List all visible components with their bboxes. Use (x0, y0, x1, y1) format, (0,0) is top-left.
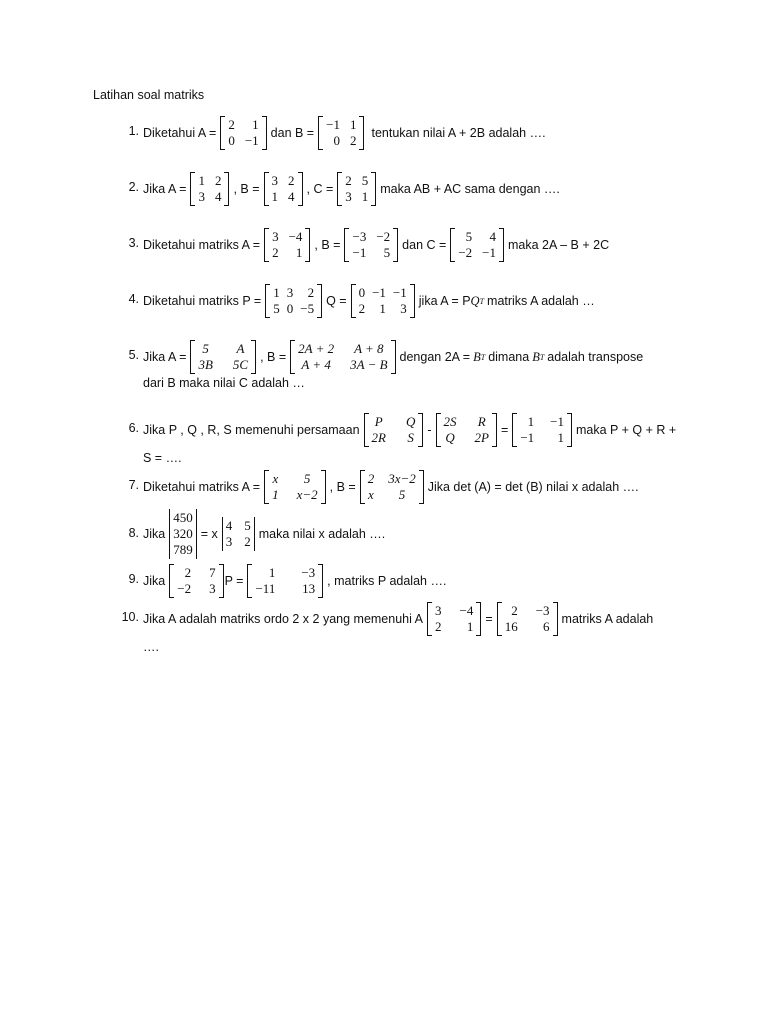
matrix-entry: A + 4 (301, 357, 331, 372)
question-text: Diketahui matriks A = (143, 238, 261, 252)
matrix-entry: 3x−2 (388, 471, 416, 486)
matrix-right (247, 564, 323, 598)
matrix-grid (269, 470, 321, 504)
matrix-entry: 2 (179, 526, 187, 541)
matrix-entry: B (473, 349, 481, 364)
matrix-entry: Q (445, 430, 455, 445)
matrix-entry: 2 (228, 117, 235, 132)
question-number: 5. (128, 348, 139, 362)
matrix-bracket (317, 284, 322, 318)
question-text: maka P + Q + R + (576, 423, 677, 437)
matrix-q (351, 284, 415, 318)
matrix-entry: 4 (173, 510, 180, 525)
matrix-result (512, 413, 572, 447)
matrix-a (264, 228, 310, 262)
question-line (140, 172, 563, 206)
matrix-entry: 2 (358, 301, 366, 316)
question-number: 1. (128, 124, 139, 138)
question-text: Diketahui matriks A = (143, 480, 261, 494)
matrix-entry: 1 (198, 173, 205, 188)
matrix-entry: −1 (520, 430, 535, 445)
matrix-entry: −3 (535, 603, 550, 618)
matrix-grid (517, 413, 567, 447)
question-text: = (485, 612, 493, 626)
matrix-grid (252, 564, 318, 598)
matrix-entry: 5 (273, 301, 280, 316)
matrix-b (264, 172, 303, 206)
matrix-bracket (553, 602, 558, 636)
question-text: , B = (233, 182, 260, 196)
matrix-entry: 2 (511, 603, 518, 618)
matrix-entry: 5 (179, 510, 187, 525)
matrix-entry: −2 (177, 581, 192, 596)
matrix-bracket (219, 564, 224, 598)
matrix-entry: 3 (271, 173, 278, 188)
matrix-grid (365, 470, 419, 504)
matrix-entry: 5 (465, 229, 473, 244)
matrix-entry: 3A − B (350, 357, 388, 372)
matrix-entry: 1 (295, 245, 303, 260)
question-text: maka 2A – B + 2C (508, 238, 610, 252)
matrix-b (318, 116, 364, 150)
matrix-entry: 2 (272, 245, 279, 260)
matrix-a (264, 470, 326, 504)
matrix-entry: 3 (272, 229, 279, 244)
matrix-entry: 4 (288, 189, 295, 204)
matrix-bracket (410, 284, 415, 318)
matrix-entry: 1 (361, 189, 369, 204)
matrix-grid (223, 517, 254, 551)
question-line (140, 116, 549, 150)
matrix-entry: x−2 (296, 487, 318, 502)
question-text: dan B = (270, 126, 315, 140)
matrix-entry: −1 (482, 245, 496, 260)
matrix-entry: 0 (186, 510, 193, 525)
matrix-entry: 3 (286, 285, 294, 300)
matrix-c (450, 228, 504, 262)
question-text: , matriks P adalah …. (327, 574, 447, 588)
question-line (140, 413, 679, 447)
question-text: matriks A adalah (561, 612, 654, 626)
question-line (140, 376, 308, 390)
question-number: 2. (128, 180, 139, 194)
matrix-entry: 7 (173, 542, 180, 557)
matrix-entry: 1 (271, 189, 278, 204)
question-text: Jika P , Q , R, S memenuhi persamaan (143, 423, 360, 437)
matrix-entry: 8 (179, 542, 187, 557)
question-text: dari B maka nilai C adalah … (143, 376, 305, 390)
question-line (140, 451, 185, 465)
matrix-entry: A (236, 341, 245, 356)
question-text: , B = (314, 238, 341, 252)
matrix-b (290, 340, 395, 374)
matrix-entry: −5 (300, 301, 315, 316)
matrix-bracket (371, 172, 376, 206)
matrix-c (337, 172, 376, 206)
question-text: …. (143, 640, 159, 654)
matrix-grid (342, 172, 371, 206)
matrix-entry: 1 (527, 414, 535, 429)
matrix-entry: 1 (349, 117, 357, 132)
determinant-2x2 (222, 517, 255, 551)
matrix-entry: S (407, 430, 414, 445)
matrix-entry: 3 (400, 301, 407, 316)
question-text: maka AB + AC sama dengan …. (380, 182, 560, 196)
matrix-a (220, 116, 266, 150)
matrix-entry: 2 (184, 565, 192, 580)
matrix-bracket (224, 172, 229, 206)
matrix-entry: B (532, 349, 540, 364)
question-number: 8. (128, 526, 139, 540)
matrix-bracket (492, 413, 497, 447)
matrix-bracket (499, 228, 504, 262)
matrix-entry: −1 (244, 133, 259, 148)
matrix-entry: 1 (252, 117, 259, 132)
matrix-grid (441, 413, 492, 447)
matrix-entry: Q (405, 414, 416, 429)
matrix-bracket (305, 228, 310, 262)
page-title: Latihan soal matriks (93, 88, 205, 102)
matrix-right (497, 602, 558, 636)
question-text: dan C = (402, 238, 447, 252)
question-line (140, 640, 162, 654)
matrix-grid (269, 228, 305, 262)
matrix-grid (323, 116, 359, 150)
matrix-entry: −1 (550, 414, 564, 429)
matrix-entry: 0 (358, 285, 366, 300)
matrix-entry: 5 (202, 341, 209, 356)
question-line (140, 564, 449, 598)
matrix-entry: T (480, 352, 486, 362)
question-text: dimana (488, 350, 530, 364)
matrix-entry: 0 (333, 133, 340, 148)
question-number: 7. (128, 478, 139, 492)
matrix-entry: 1 (557, 430, 564, 445)
question-text: Jika A = (143, 182, 187, 196)
question-text: Diketahui matriks P = (143, 294, 262, 308)
matrix-entry: A + 8 (354, 341, 384, 356)
determinant-bar (254, 517, 255, 551)
matrix-entry: −4 (459, 603, 474, 618)
matrix-grid (455, 228, 499, 262)
question-text: Diketahui A = (143, 126, 217, 140)
question-number: 10. (121, 610, 139, 624)
question-line (140, 228, 612, 262)
matrix-entry: 6 (543, 619, 550, 634)
matrix-entry: 3 (198, 189, 205, 204)
question-text: matriks A adalah … (487, 294, 595, 308)
matrix-entry: 1 (273, 285, 280, 300)
matrix-bracket (359, 116, 364, 150)
matrix-entry: 4 (214, 189, 222, 204)
question-text: maka nilai x adalah …. (258, 527, 386, 541)
matrix-b (360, 470, 424, 504)
question-text: Jika A = (143, 350, 187, 364)
matrix-pqrs (364, 413, 424, 447)
question-text: Jika A adalah matriks ordo 2 x 2 yang memenuhi A (143, 612, 424, 626)
matrix-a (190, 172, 229, 206)
question-text: = (501, 423, 509, 437)
matrix-a (190, 340, 256, 374)
matrix-entry: 5 (398, 487, 406, 502)
matrix-entry: −1 (352, 245, 367, 260)
matrix-entry: 4 (225, 518, 233, 533)
question-text: Jika (143, 574, 166, 588)
matrix-bracket (567, 413, 572, 447)
matrix-bracket (476, 602, 481, 636)
matrix-entry: 5 (303, 471, 311, 486)
matrix-entry: 7 (209, 565, 216, 580)
matrix-entry: 2 (349, 133, 357, 148)
matrix-entry: T (479, 296, 485, 306)
matrix-entry: 2 (435, 619, 442, 634)
matrix-entry: R (477, 414, 486, 429)
question-line (140, 470, 642, 504)
question-line (140, 509, 388, 559)
matrix-entry: 2 (288, 173, 295, 188)
matrix-entry: 1 (272, 487, 279, 502)
matrix-entry: 1 (379, 301, 386, 316)
matrix-entry: 3 (435, 603, 442, 618)
question-text: = x (200, 527, 218, 541)
matrix-bracket (391, 340, 396, 374)
matrix-entry: Q (470, 293, 480, 308)
determinant-bar (196, 509, 197, 559)
matrix-entry: 3 (345, 189, 352, 204)
matrix-entry: 0 (228, 133, 235, 148)
matrix-grid (270, 284, 317, 318)
matrix-entry: −1 (392, 285, 407, 300)
question-text: , B = (329, 480, 356, 494)
matrix-entry: 2S (443, 414, 457, 429)
matrix-entry: 2 (367, 471, 375, 486)
question-text: S = …. (143, 451, 182, 465)
matrix-entry: −11 (255, 581, 276, 596)
matrix-grid (502, 602, 553, 636)
question-text: Jika det (A) = det (B) nilai x adalah …. (427, 480, 639, 494)
matrix-entry: 2A + 2 (298, 341, 335, 356)
matrix-grid (195, 172, 224, 206)
matrix-grid (432, 602, 476, 636)
matrix-entry: x (368, 487, 374, 502)
question-line (140, 602, 656, 636)
question-number: 4. (128, 292, 139, 306)
matrix-entry: 9 (186, 542, 193, 557)
matrix-entry: −2 (376, 229, 391, 244)
question-line (140, 284, 598, 318)
matrix-entry: 2 (244, 534, 251, 549)
matrix-bracket (251, 340, 256, 374)
question-number: 3. (128, 236, 139, 250)
question-text: - (427, 423, 432, 437)
matrix-entry: −1 (326, 117, 340, 132)
matrix-entry: 1 (268, 565, 276, 580)
matrix-entry: x (272, 471, 279, 486)
matrix-entry: 2R (371, 430, 386, 445)
matrix-second (436, 413, 497, 447)
matrix-entry: 2 (345, 173, 352, 188)
question-text: Q = (326, 294, 347, 308)
matrix-entry: 2P (474, 430, 489, 445)
matrix-bracket (262, 116, 267, 150)
matrix-entry: 3B (198, 357, 213, 372)
matrix-entry: 1 (466, 619, 474, 634)
matrix-entry: 0 (186, 526, 193, 541)
matrix-entry: P (374, 414, 383, 429)
matrix-bracket (321, 470, 326, 504)
matrix-entry: −1 (372, 285, 386, 300)
question-number: 9. (128, 572, 139, 586)
matrix-entry: 2 (307, 285, 315, 300)
question-line (140, 340, 646, 374)
question-text: adalah transpose (547, 350, 644, 364)
matrix-entry: 5 (244, 518, 251, 533)
matrix-entry: −3 (352, 229, 367, 244)
question-text: , B = (260, 350, 287, 364)
matrix-grid (295, 340, 390, 374)
question-text: P = (224, 574, 244, 588)
matrix-entry: 4 (489, 229, 496, 244)
matrix-entry: 5C (232, 357, 249, 372)
matrix-entry: 3 (225, 534, 233, 549)
matrix-entry: 2 (214, 173, 222, 188)
matrix-grid (170, 509, 196, 559)
question-text: Jika (143, 527, 166, 541)
question-text: dengan 2A = (399, 350, 471, 364)
question-text: tentukan nilai A + 2B adalah …. (371, 126, 546, 140)
matrix-grid (225, 116, 261, 150)
matrix-grid (349, 228, 393, 262)
matrix-entry: 3 (173, 526, 180, 541)
matrix-entry: 3 (209, 581, 216, 596)
matrix-grid (174, 564, 218, 598)
matrix-entry: 5 (361, 173, 369, 188)
matrix-left (169, 564, 223, 598)
matrix-bracket (418, 413, 423, 447)
matrix-bracket (318, 564, 323, 598)
matrix-grid (356, 284, 410, 318)
matrix-grid (369, 413, 419, 447)
question-number: 6. (128, 421, 139, 435)
matrix-b (344, 228, 398, 262)
matrix-entry: −2 (458, 245, 473, 260)
matrix-entry: 0 (286, 301, 294, 316)
question-text: , C = (306, 182, 334, 196)
matrix-p (265, 284, 322, 318)
matrix-entry: 16 (504, 619, 518, 634)
matrix-entry: 5 (383, 245, 391, 260)
matrix-bracket (393, 228, 398, 262)
question-text: jika A = P (418, 294, 471, 308)
matrix-entry: −3 (301, 565, 316, 580)
matrix-grid (195, 340, 251, 374)
matrix-entry: T (539, 352, 545, 362)
matrix-left (427, 602, 481, 636)
matrix-entry: −4 (288, 229, 303, 244)
matrix-bracket (419, 470, 424, 504)
matrix-bracket (298, 172, 303, 206)
matrix-entry: 13 (302, 581, 316, 596)
matrix-grid (269, 172, 298, 206)
determinant-3x3 (169, 509, 197, 559)
